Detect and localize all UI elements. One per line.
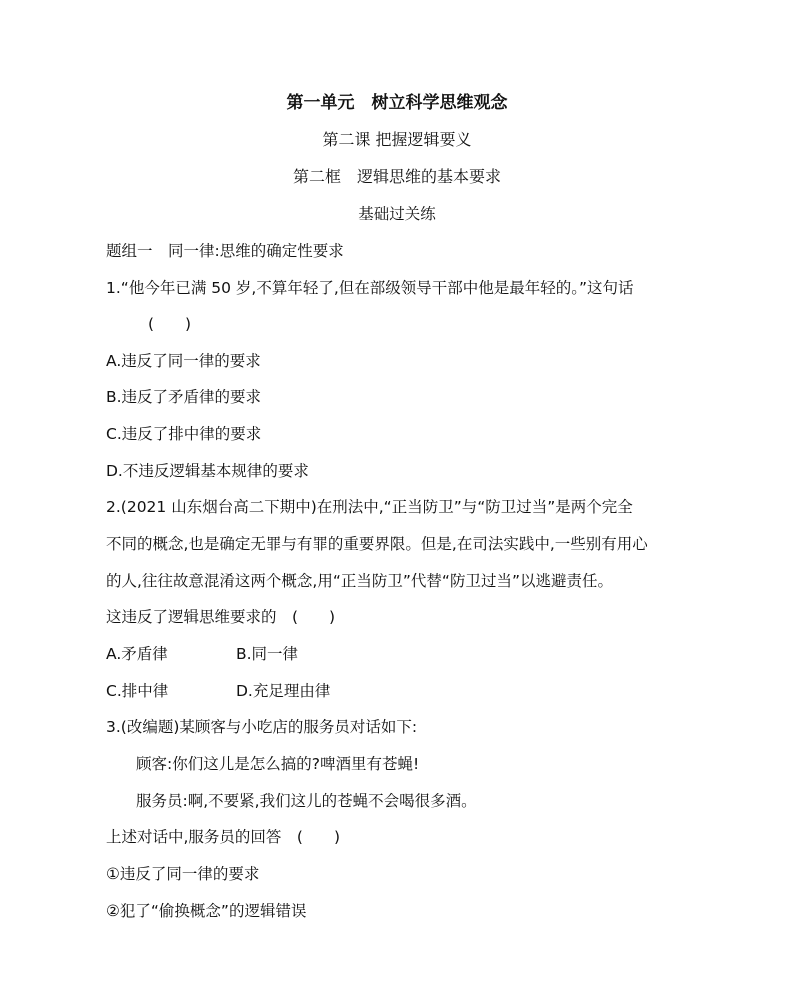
q3-stem: 3.(改编题)某顾客与小吃店的服务员对话如下: <box>106 718 418 736</box>
q2-option-c: C.排中律 <box>106 682 169 700</box>
q2-line3: 的人,往往故意混淆这两个概念,用“正当防卫”代替“防卫过当”以逃避责任。 <box>106 572 613 590</box>
q2-option-b: B.同一律 <box>236 645 299 663</box>
q2-line4: 这违反了逻辑思维要求的 ( ) <box>106 608 336 626</box>
q2-options-row1 <box>0 643 794 665</box>
q3-item-2: ②犯了“偷换概念”的逻辑错误 <box>106 902 307 920</box>
q1-stem: 1.“他今年已满 50 岁,不算年轻了,但在部级领导干部中他是最年轻的。”这句话 <box>106 279 634 297</box>
q2-options-row2 <box>0 680 794 702</box>
q1-option-c: C.违反了排中律的要求 <box>106 425 262 443</box>
q1-blank: ( ) <box>148 315 192 333</box>
lesson-title: 第二课 把握逻辑要义 <box>322 130 472 149</box>
q3-dialog-waiter: 服务员:啊,不要紧,我们这儿的苍蝇不会喝很多酒。 <box>136 792 477 810</box>
q3-item-1: ①违反了同一律的要求 <box>106 865 260 883</box>
unit-title: 第一单元 树立科学思维观念 <box>286 93 508 113</box>
practice-title: 基础过关练 <box>358 205 436 223</box>
q1-option-a: A.违反了同一律的要求 <box>106 352 261 370</box>
q1-option-d: D.不违反逻辑基本规律的要求 <box>106 462 309 480</box>
q3-dialog-customer: 顾客:你们这儿是怎么搞的?啤酒里有苍蝇! <box>136 755 420 773</box>
group-heading: 题组一 同一律:思维的确定性要求 <box>106 242 344 260</box>
q3-question: 上述对话中,服务员的回答 ( ) <box>106 828 341 846</box>
q2-line2: 不同的概念,也是确定无罪与有罪的重要界限。但是,在司法实践中,一些别有用心 <box>106 535 648 553</box>
q2-option-a: A.矛盾律 <box>106 645 168 663</box>
section-title: 第二框 逻辑思维的基本要求 <box>292 167 501 186</box>
q2-option-d: D.充足理由律 <box>236 682 331 700</box>
q1-option-b: B.违反了矛盾律的要求 <box>106 388 262 406</box>
q2-line1: 2.(2021 山东烟台高二下期中)在刑法中,“正当防卫”与“防卫过当”是两个完全 <box>106 498 633 516</box>
